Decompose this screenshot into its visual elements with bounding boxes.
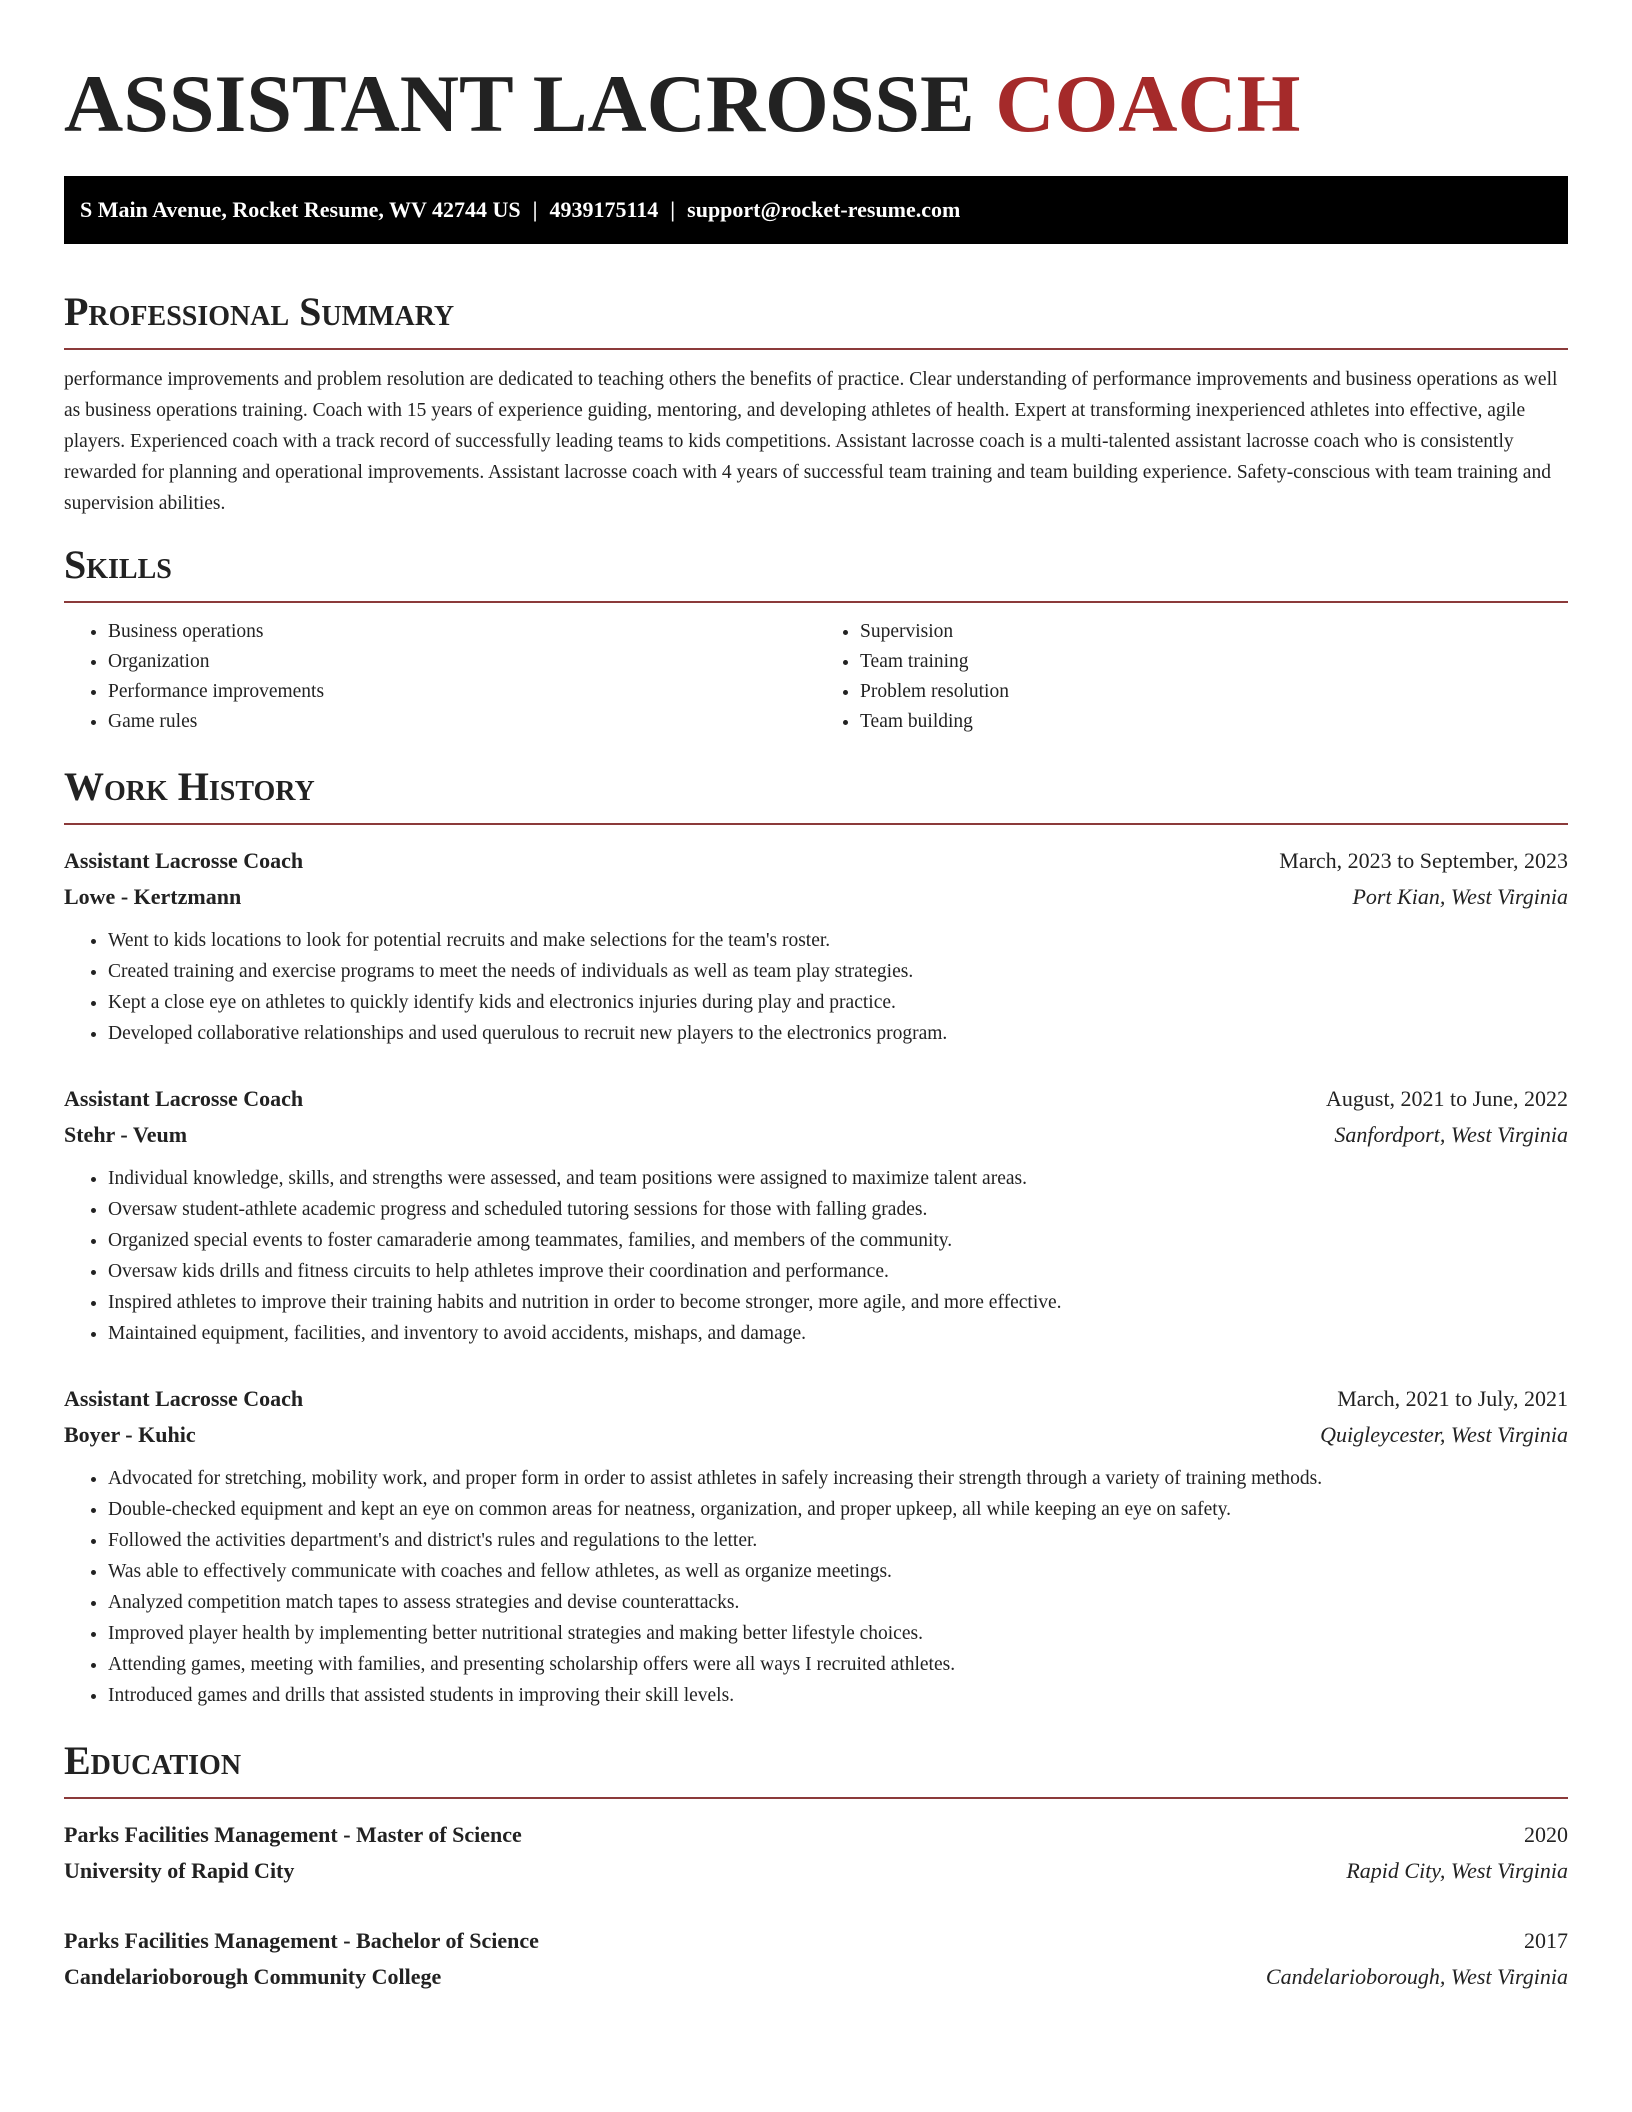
education-degree: Parks Facilities Management - Master of Science xyxy=(64,1822,522,1847)
job-bullet: • Went to kids locations to look for potential recruits and make selections for the team's roster. xyxy=(108,925,1568,956)
contact-separator: | xyxy=(532,197,538,222)
skill-item: • Performance improvements xyxy=(108,677,816,707)
job-location: Port Kian, West Virginia xyxy=(1352,884,1568,909)
education-school-row xyxy=(64,1959,1568,1995)
job-bullets xyxy=(64,1163,1568,1349)
job-dates: March, 2021 to July, 2021 xyxy=(1337,1386,1568,1411)
job-company-row xyxy=(64,879,1568,915)
education-year: 2017 xyxy=(1524,1928,1568,1953)
education-degree-row xyxy=(64,1817,1568,1853)
job-bullet: • Developed collaborative relationships and used querulous to recruit new players to the electronics program. xyxy=(108,1018,1568,1049)
resume-page xyxy=(64,0,1568,1995)
title-main: ASSISTANT LACROSSE xyxy=(64,58,975,149)
job-bullet: • Organized special events to foster camaraderie among teammates, families, and members of the community. xyxy=(108,1225,1568,1256)
job-dates: March, 2023 to September, 2023 xyxy=(1279,848,1568,873)
education-location: Rapid City, West Virginia xyxy=(1346,1858,1568,1883)
skills-column-right xyxy=(816,617,1568,737)
job-bullet: • Analyzed competition match tapes to assess strategies and devise counterattacks. xyxy=(108,1587,1568,1618)
education-entry xyxy=(64,1923,1568,1995)
skill-item: • Team building xyxy=(860,707,1568,737)
job-location: Sanfordport, West Virginia xyxy=(1334,1122,1568,1147)
job-bullet: • Individual knowledge, skills, and strengths were assessed, and team positions were assigned to maximize talent areas. xyxy=(108,1163,1568,1194)
title-accent: COACH xyxy=(995,58,1301,149)
job-bullets xyxy=(64,925,1568,1049)
job-bullet: • Improved player health by implementing better nutritional strategies and making better lifestyle choices. xyxy=(108,1618,1568,1649)
job-entry xyxy=(64,1081,1568,1349)
education-heading: Education xyxy=(64,1737,1568,1799)
job-location: Quigleycester, West Virginia xyxy=(1320,1422,1568,1447)
job-bullet: • Double-checked equipment and kept an eye on common areas for neatness, organization, and proper upkeep, all while keeping an eye on safety. xyxy=(108,1494,1568,1525)
education-school-row xyxy=(64,1853,1568,1889)
resume-title xyxy=(64,0,1568,168)
skills-column-left xyxy=(64,617,816,737)
job-title: Assistant Lacrosse Coach xyxy=(64,848,304,873)
job-company-row xyxy=(64,1117,1568,1153)
skill-item: • Supervision xyxy=(860,617,1568,647)
skill-item: • Business operations xyxy=(108,617,816,647)
education-degree-row xyxy=(64,1923,1568,1959)
job-bullet: • Oversaw student-athlete academic progress and scheduled tutoring sessions for those with falling grades. xyxy=(108,1194,1568,1225)
education-school: University of Rapid City xyxy=(64,1858,295,1883)
job-company: Boyer - Kuhic xyxy=(64,1422,196,1447)
job-bullets xyxy=(64,1463,1568,1711)
job-bullet: • Oversaw kids drills and fitness circuits to help athletes improve their coordination and performance. xyxy=(108,1256,1568,1287)
job-bullet: • Inspired athletes to improve their training habits and nutrition in order to become stronger, more agile, and more effective. xyxy=(108,1287,1568,1318)
skills-list xyxy=(64,617,1568,737)
job-bullet: • Advocated for stretching, mobility work, and proper form in order to assist athletes in safely increasing their strength through a variety of training methods. xyxy=(108,1463,1568,1494)
job-title-row xyxy=(64,1081,1568,1117)
job-title: Assistant Lacrosse Coach xyxy=(64,1386,304,1411)
job-title: Assistant Lacrosse Coach xyxy=(64,1086,304,1111)
work-history-heading: Work History xyxy=(64,763,1568,825)
skill-item: • Problem resolution xyxy=(860,677,1568,707)
job-title-row xyxy=(64,1381,1568,1417)
summary-text: performance improvements and problem resolution are dedicated to teaching others the benefits of practice. Clear understanding of performance improvements and business operations as well as business operations training. Coach with 15 years of experience guiding, mentoring, and developing athletes of health. Expert at transforming inexperienced athletes into effective, agile players. Experienced coach with a track record of successfully leading teams to kids competitions. Assistant lacrosse coach is a multi-talented assistant lacrosse coach who is consistently rewarded for planning and operational improvements. Assistant lacrosse coach with 4 years of successful team training and team building experience. Safety-conscious with team training and supervision abilities. xyxy=(64,369,1558,514)
skills-heading: Skills xyxy=(64,541,1568,603)
job-entry xyxy=(64,843,1568,1049)
job-bullet: • Attending games, meeting with families, and presenting scholarship offers were all ways I recruited athletes. xyxy=(108,1649,1568,1680)
contact-email: support@rocket-resume.com xyxy=(687,197,961,222)
summary-heading: Professional Summary xyxy=(64,288,1568,350)
skill-item: • Organization xyxy=(108,647,816,677)
skill-item: • Game rules xyxy=(108,707,816,737)
education-school: Candelarioborough Community College xyxy=(64,1964,442,1989)
job-bullet: • Maintained equipment, facilities, and inventory to avoid accidents, mishaps, and damage. xyxy=(108,1318,1568,1349)
job-company: Stehr - Veum xyxy=(64,1122,188,1147)
education-year: 2020 xyxy=(1524,1822,1568,1847)
job-company-row xyxy=(64,1417,1568,1453)
contact-phone: 4939175114 xyxy=(549,197,659,222)
contact-separator: | xyxy=(670,197,676,222)
skill-item: • Team training xyxy=(860,647,1568,677)
contact-bar xyxy=(64,176,1568,244)
job-bullet: • Introduced games and drills that assisted students in improving their skill levels. xyxy=(108,1680,1568,1711)
job-bullet: • Was able to effectively communicate with coaches and fellow athletes, as well as organize meetings. xyxy=(108,1556,1568,1587)
contact-address: S Main Avenue, Rocket Resume, WV 42744 US xyxy=(80,197,521,222)
education-location: Candelarioborough, West Virginia xyxy=(1265,1964,1568,1989)
job-title-row xyxy=(64,843,1568,879)
education-entry xyxy=(64,1817,1568,1889)
job-dates: August, 2021 to June, 2022 xyxy=(1326,1086,1568,1111)
job-bullet: • Kept a close eye on athletes to quickly identify kids and electronics injuries during play and practice. xyxy=(108,987,1568,1018)
education-degree: Parks Facilities Management - Bachelor of Science xyxy=(64,1928,539,1953)
job-bullet: • Followed the activities department's and district's rules and regulations to the letter. xyxy=(108,1525,1568,1556)
job-entry xyxy=(64,1381,1568,1711)
job-company: Lowe - Kertzmann xyxy=(64,884,242,909)
job-bullet: • Created training and exercise programs to meet the needs of individuals as well as team play strategies. xyxy=(108,956,1568,987)
